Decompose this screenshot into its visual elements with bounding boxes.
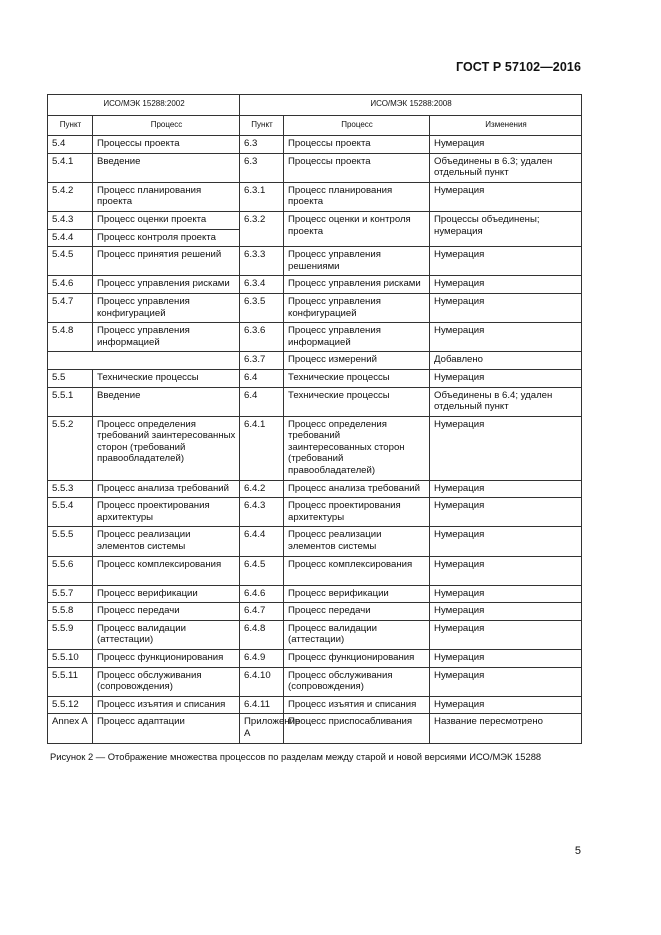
process-mapping-table — [47, 94, 582, 744]
table-row — [48, 696, 582, 714]
old-process: Процесс обслуживания (сопровождения) — [93, 667, 240, 696]
new-clause: 6.3.2 — [240, 211, 284, 246]
new-clause: 6.4.5 — [240, 556, 284, 585]
change-note: Нумерация — [430, 650, 582, 668]
new-process: Процесс измерений — [284, 352, 430, 370]
new-process: Процесс валидации (аттестации) — [284, 620, 430, 649]
table-row — [48, 211, 582, 229]
old-process: Процесс управления конфигурацией — [93, 293, 240, 322]
new-clause: 6.4.3 — [240, 498, 284, 527]
old-process: Процесс управления рисками — [93, 276, 240, 294]
old-clause: 5.5.11 — [48, 667, 93, 696]
change-note: Нумерация — [430, 276, 582, 294]
old-clause: 5.4 — [48, 136, 93, 154]
change-note: Нумерация — [430, 369, 582, 387]
change-note: Нумерация — [430, 667, 582, 696]
old-process: Процесс передачи — [93, 603, 240, 621]
new-clause: 6.3 — [240, 136, 284, 154]
new-clause: 6.4.6 — [240, 585, 284, 603]
new-clause: 6.4.11 — [240, 696, 284, 714]
new-process: Процесс реализации элементов системы — [284, 527, 430, 556]
table-row — [48, 293, 582, 322]
new-clause: 6.4 — [240, 387, 284, 416]
old-clause: 5.5.9 — [48, 620, 93, 649]
old-process: Технические процессы — [93, 369, 240, 387]
new-clause: 6.4.9 — [240, 650, 284, 668]
new-clause: 6.3.7 — [240, 352, 284, 370]
table-row — [48, 153, 582, 182]
old-clause: 5.5.1 — [48, 387, 93, 416]
old-process: Процесс анализа требований — [93, 480, 240, 498]
new-process: Процесс управления информацией — [284, 323, 430, 352]
old-clause: 5.4.3 — [48, 211, 93, 229]
change-note: Объединены в 6.4; удален отдельный пункт — [430, 387, 582, 416]
old-process: Процессы проекта — [93, 136, 240, 154]
new-clause: 6.4.1 — [240, 416, 284, 480]
table-row — [48, 667, 582, 696]
new-process: Технические процессы — [284, 369, 430, 387]
change-note: Нумерация — [430, 323, 582, 352]
change-note: Нумерация — [430, 696, 582, 714]
table-row — [48, 416, 582, 480]
table-row — [48, 527, 582, 556]
new-clause: 6.4 — [240, 369, 284, 387]
old-process: Введение — [93, 387, 240, 416]
table-row — [48, 620, 582, 649]
table-row — [48, 369, 582, 387]
new-process: Процесс анализа требований — [284, 480, 430, 498]
new-clause: 6.4.8 — [240, 620, 284, 649]
new-clause: 6.3.4 — [240, 276, 284, 294]
old-process: Процесс принятия решений — [93, 247, 240, 276]
new-process: Процесс комплексирования — [284, 556, 430, 585]
new-process: Процесс определения требований заинтересованных сторон (требований правообладателей) — [284, 416, 430, 480]
table-row — [48, 603, 582, 621]
new-process: Технические процессы — [284, 387, 430, 416]
change-note: Название пересмотрено — [430, 714, 582, 743]
old-clause: 5.5.4 — [48, 498, 93, 527]
new-process: Процесс планирования проекта — [284, 182, 430, 211]
document-code: ГОСТ Р 57102—2016 — [455, 60, 581, 74]
old-clause: 5.4.4 — [48, 229, 93, 247]
change-note: Нумерация — [430, 247, 582, 276]
table-row — [48, 480, 582, 498]
old-clause: 5.4.1 — [48, 153, 93, 182]
new-process: Процесс функционирования — [284, 650, 430, 668]
old-clause: 5.4.6 — [48, 276, 93, 294]
table-row — [48, 650, 582, 668]
old-clause: 5.4.2 — [48, 182, 93, 211]
change-note: Нумерация — [430, 620, 582, 649]
old-process: Процесс комплексирования — [93, 556, 240, 585]
col-header-punkt-old: Пункт — [48, 116, 93, 136]
new-process: Процесс управления решениями — [284, 247, 430, 276]
old-clause: 5.5.2 — [48, 416, 93, 480]
new-clause: 6.3 — [240, 153, 284, 182]
old-clause: 5.5.7 — [48, 585, 93, 603]
table-row — [48, 182, 582, 211]
new-process: Процесс изъятия и списания — [284, 696, 430, 714]
col-header-process-old: Процесс — [93, 116, 240, 136]
change-note: Нумерация — [430, 585, 582, 603]
change-note: Нумерация — [430, 556, 582, 585]
new-process: Процесс управления конфигурацией — [284, 293, 430, 322]
old-clause: 5.4.5 — [48, 247, 93, 276]
col-header-changes: Изменения — [430, 116, 582, 136]
table-row — [48, 714, 582, 743]
new-clause: 6.4.10 — [240, 667, 284, 696]
old-clause: Annex A — [48, 714, 93, 743]
old-clause: 5.5.5 — [48, 527, 93, 556]
old-process: Процесс функционирования — [93, 650, 240, 668]
new-clause: 6.3.5 — [240, 293, 284, 322]
change-note: Нумерация — [430, 480, 582, 498]
header-old-standard: ИСО/МЭК 15288:2002 — [48, 95, 240, 116]
header-new-standard: ИСО/МЭК 15288:2008 — [240, 95, 582, 116]
new-process: Процесс оценки и контроля проекта — [284, 211, 430, 246]
old-clause: 5.5.6 — [48, 556, 93, 585]
new-process: Процессы проекта — [284, 153, 430, 182]
change-note: Нумерация — [430, 416, 582, 480]
old-process: Процесс определения требований заинтересованных сторон (требований правообладателей) — [93, 416, 240, 480]
table-row — [48, 585, 582, 603]
old-process: Процесс реализации элементов системы — [93, 527, 240, 556]
new-clause: 6.3.6 — [240, 323, 284, 352]
new-clause: 6.4.2 — [240, 480, 284, 498]
old-clause: 5.5 — [48, 369, 93, 387]
old-process: Процесс валидации (аттестации) — [93, 620, 240, 649]
table-row — [48, 498, 582, 527]
old-clause: 5.4.8 — [48, 323, 93, 352]
new-process: Процесс приспосабливания — [284, 714, 430, 743]
table-row — [48, 323, 582, 352]
new-clause: 6.4.7 — [240, 603, 284, 621]
old-clause: 5.5.3 — [48, 480, 93, 498]
change-note: Нумерация — [430, 136, 582, 154]
old-process: Процесс планирования проекта — [93, 182, 240, 211]
change-note: Процессы объединены; нумерация — [430, 211, 582, 246]
figure-caption: Рисунок 2 — Отображение множества процессов по разделам между старой и новой версиями ИСО/МЭК 15288 — [50, 751, 542, 762]
old-clause: 5.4.7 — [48, 293, 93, 322]
new-process: Процесс передачи — [284, 603, 430, 621]
old-process: Процесс оценки проекта — [93, 211, 240, 229]
new-clause: 6.3.3 — [240, 247, 284, 276]
old-empty — [48, 352, 240, 370]
new-process: Процесс управления рисками — [284, 276, 430, 294]
change-note: Нумерация — [430, 603, 582, 621]
new-clause: 6.3.1 — [240, 182, 284, 211]
change-note: Нумерация — [430, 293, 582, 322]
old-clause: 5.5.12 — [48, 696, 93, 714]
col-header-process-new: Процесс — [284, 116, 430, 136]
new-process: Процесс проектирования архитектуры — [284, 498, 430, 527]
old-process: Процесс адаптации — [93, 714, 240, 743]
new-clause: 6.4.4 — [240, 527, 284, 556]
old-process: Процесс верификации — [93, 585, 240, 603]
new-clause: Приложение А — [240, 714, 284, 743]
change-note: Нумерация — [430, 182, 582, 211]
new-process: Процессы проекта — [284, 136, 430, 154]
page-number: 5 — [574, 845, 581, 857]
table-row — [48, 387, 582, 416]
change-note: Нумерация — [430, 498, 582, 527]
change-note: Добавлено — [430, 352, 582, 370]
table-row — [48, 276, 582, 294]
table-row — [48, 556, 582, 585]
table-row — [48, 247, 582, 276]
old-process: Процесс контроля проекта — [93, 229, 240, 247]
old-process: Процесс управления информацией — [93, 323, 240, 352]
table-row — [48, 352, 582, 370]
old-clause: 5.5.10 — [48, 650, 93, 668]
old-process: Введение — [93, 153, 240, 182]
new-process: Процесс обслуживания (сопровождения) — [284, 667, 430, 696]
col-header-punkt-new: Пункт — [240, 116, 284, 136]
change-note: Объединены в 6.3; удален отдельный пункт — [430, 153, 582, 182]
change-note: Нумерация — [430, 527, 582, 556]
old-clause: 5.5.8 — [48, 603, 93, 621]
table-row — [48, 136, 582, 154]
old-process: Процесс проектирования архитектуры — [93, 498, 240, 527]
old-process: Процесс изъятия и списания — [93, 696, 240, 714]
new-process: Процесс верификации — [284, 585, 430, 603]
